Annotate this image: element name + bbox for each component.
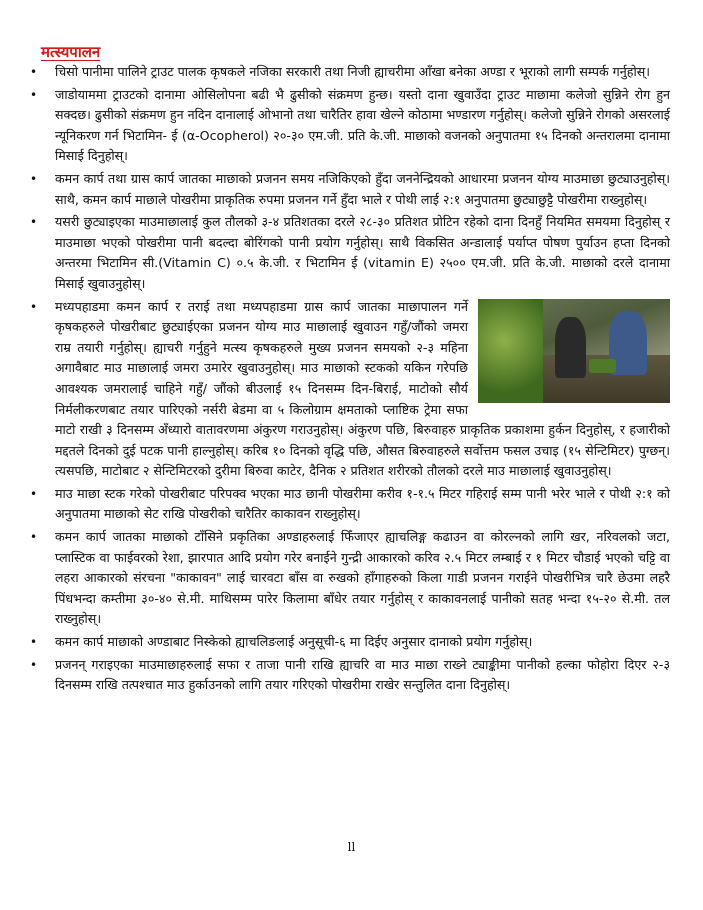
list-item <box>30 85 670 167</box>
advice-list <box>30 62 670 698</box>
bullet-icon: • <box>30 171 38 186</box>
item-text: चिसो पानीमा पालिने ट्राउट पालक कृषकले नजिका सरकारी तथा निजी ह्याचरीमा आँखा बनेका अण्डा र भूराको लागी सम्पर्क गर्नुहोस्। <box>55 64 650 79</box>
item-text: यसरी छुट्याइएका माउमाछालाई कुल तौलको ३-४ प्रतिशतका दरले २८-३० प्रतिशत प्रोटिन रहेको दाना दिनहुँ नियमित समयमा दिनुहोस् र माउमाछा भएको पोखरीमा पानी बदल्दा बोरिंगको पानी प्रयोग गर्नुहोस्। साथै विकसित अन्डालाई पर्याप्त पोषण पुर्याउन हप्ता दिनको अन्तरमा भिटामिन सी.(Vitamin C) ०.५ के.जी. र भिटामिन ई (vitamin E) २५०० एम.जी. प्रति के.जी. माछाको दरले दानामा मिसाई खुवाउनुहोस्। <box>55 214 670 291</box>
bullet-icon: • <box>30 486 38 501</box>
bullet-icon: • <box>30 299 38 314</box>
item-text: माउ माछा स्टक गरेको पोखरीबाट परिपक्व भएका माउ छानी पोखरीमा करीव १-१.५ मिटर गहिराई सम्म पानी भरेर भाले र पोथी २:१ को अनुपातमा माछाको सेट राखि पोखरीको चारैतिर काकावन राख्नुहोस्। <box>55 485 670 522</box>
bullet-icon: • <box>30 530 38 545</box>
fish-farming-photo <box>478 299 670 403</box>
page-number: ll <box>347 840 356 854</box>
list-item <box>30 655 670 696</box>
item-text: जाडोयाममा ट्राउटको दानामा ओसिलोपना बढी भै ढुसीको संक्रमण हुन्छ। यस्तो दाना खुवाउँदा ट्राउट माछामा कलेजो सुन्निने रोग हुन सक्दछ। ढुसीको संक्रमण हुन नदिन दानालाई ओभानो तथा चारैतिर हावा खेल्ने कोठामा भण्डारण गर्नुहोस्। कलेजो सुन्निने रोगको असरलाई न्यूनिकरण गर्न भिटामिन- ई (α-Ocopherol) २०-३० एम.जी. प्रति के.जी. माछाको वजनको अनुपातमा १५ दिनको अन्तरालमा दानामा मिसाई दिनुहोस्। <box>55 86 670 164</box>
item-text: कमन कार्प जातका माछाको टाँसिने प्रकृतिका अण्डाहरुलाई फिँजाएर ह्याचलिङ्ग कढाउन वा कोरल्नको लागि खर, नरिवलको जटा, प्लास्टिक वा फाईवरको रेशा, झारपात आदि प्रयोग गरेर बनाईने गुन्द्री आकारको करिव २.५ मिटर लम्बाई र १ मिटर चौडाई भएको चट्टि वा लहरा आकारको संरचना "काकावन" लाई चारवटा बाँस वा रुखको हाँगाहरुको किला गाडी प्रजनन गराईने पोखरीभित्र चारै छेउमा लहरै पिंधभन्दा कम्तीमा ३०-४० से.मी. माथिसम्म पारेर किलामा बाँधेर तयार गर्नुहोस् र काकावनलाई पानीको सतह भन्दा १५-२० से.मी. तल राख्नुहोस्। <box>55 529 670 627</box>
bullet-icon: • <box>30 215 38 230</box>
list-item <box>30 212 670 294</box>
list-item <box>30 527 670 630</box>
list-item <box>30 169 670 210</box>
list-item <box>30 632 670 653</box>
bullet-icon: • <box>30 635 38 650</box>
bullet-icon: • <box>30 65 38 79</box>
list-item <box>30 62 670 83</box>
bullet-icon: • <box>30 87 38 102</box>
item-text: प्रजनन् गराइएका माउमाछाहरुलाई सफा र ताजा पानी राखि ह्याचरि वा माउ माछा राख्ने ट्याङ्कीमा पानीको हल्का फोहोरा दिएर २-३ दिनसम्म राखि तत्पश्चात माउ हुर्काउनको लागि तयार गरिएको पोखरीमा राखेर सन्तुलित दाना दिनुहोस्। <box>55 656 670 693</box>
list-item <box>30 484 670 525</box>
item-text: कमन कार्प माछाको अण्डाबाट निस्केको ह्याचलिङलाई अनुसूची-६ मा दिईए अनुसार दानाको प्रयोग गर्नुहोस्। <box>55 634 533 650</box>
bullet-icon: • <box>30 657 38 672</box>
item-text: मध्यपहाडमा कमन कार्प र तराई तथा मध्यपहाडमा ग्रास कार्प जातका माछापालन गर्ने कृषकहरुले पोखरीबाट छुट्याईएका प्रजनन योग्य माउ माछालाई खुवाउन गहुँ/जौंको जमरा राम्र तयारी गर्नुहोस्। ह्याचरी गर्नुहुने मत्स्य कृषकहरुले मुख्य प्रजनन समयको २-३ महिना अगावैबाट माउ माछालाई जमरा उमारेर खुवाउनुहोस्। माउ माछाको स्टकको यकिन गरेपछि आवश्यक जमरालाई चाहिने गहुँ/ जौंको बीउलाई १५ दिनसम्म दिन-बिराई, माटोको सौर्य निर्मलीकरणबाट तयार पारिएको नर्सरी बेडमा वा ५ किलोग्राम क्षमताको प्लाष्टिक ट्रेमा सफा माटो राखी ३ दिनसम्म अँध्यारो वातावरणमा अंकुरण गराउनुहोस्। अंकुरण पछि, बिरुवाहरु प्राकृतिक प्रकाशमा हुर्कन दिनुहोस्, र हजारीको मद्दतले दिनको दुई पटक पानी हाल्नुहोस्। करिब १० दिनको वृद्धि पछि, औसत बिरुवाहरुले सर्वोत्तम फसल उचाइ (१५ सेन्टिमिटर) पुग्छन्। त्यसपछि, माटोबाट २ सेन्टिमिटरको दुरीमा बिरुवा काटेर, दैनिक २ प्रतिशत शरीरको तौलको दरले माउ माछालाई खुवाउनुहोस्। <box>55 298 670 479</box>
list-item <box>30 297 670 482</box>
section-heading: मत्स्यपालन <box>41 43 101 61</box>
item-text: कमन कार्प तथा ग्रास कार्प जातका माछाको प्रजनन समय नजिकिएको हुँदा जननेन्द्रियको आधारमा प्रजनन योग्य माउमाछा छुट्याउनुहोस्। साथै, कमन कार्प माछाले पोखरीमा प्राकृतिक रुपमा प्रजनन गर्ने हुँदा भाले र पोथी लाई २:१ अनुपातमा छुट्याछुट्टै पोखरीमा राख्नुहोस्। <box>55 170 670 207</box>
